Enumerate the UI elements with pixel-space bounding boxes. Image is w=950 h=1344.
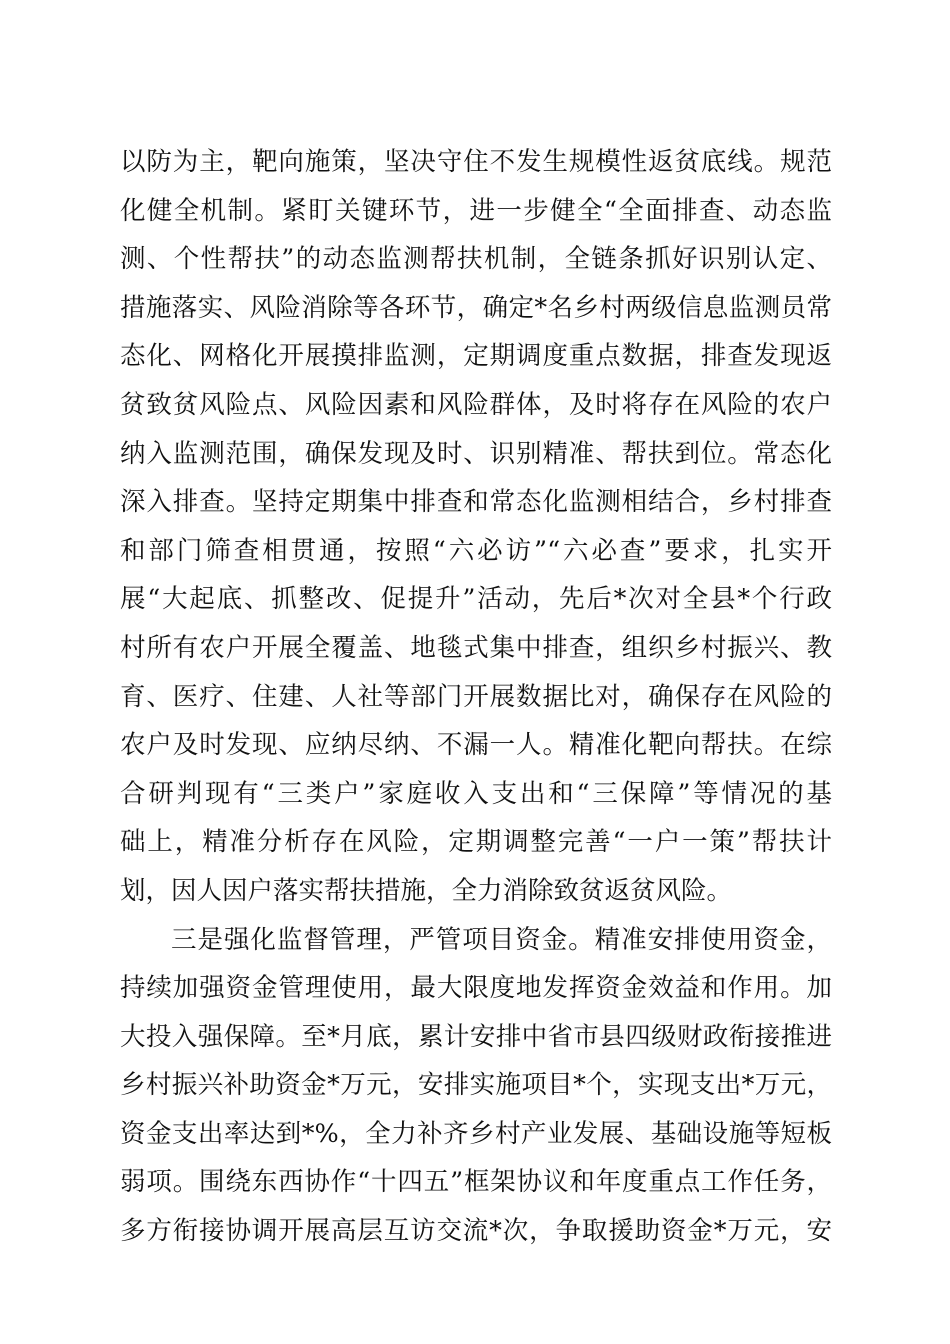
paragraph-line: 措施落实、风险消除等各环节，确定*名乡村两级信息监测员常 <box>120 292 832 323</box>
paragraph-line: 深入排查。坚持定期集中排查和常态化监测相结合，乡村排查 <box>120 487 832 518</box>
paragraph-line: 村所有农户开展全覆盖、地毯式集中排查，组织乡村振兴、教 <box>120 632 832 663</box>
paragraph-line: 多方衔接协调开展高层互访交流*次，争取援助资金*万元，安 <box>120 1216 832 1247</box>
paragraph-line: 贫致贫风险点、风险因素和风险群体，及时将存在风险的农户 <box>120 389 832 420</box>
paragraph-line: 以防为主，靶向施策，坚决守住不发生规模性返贫底线。规范 <box>120 147 832 177</box>
paragraph-line: 划，因人因户落实帮扶措施，全力消除致贫返贫风险。 <box>120 875 733 906</box>
paragraph-line: 展“大起底、抓整改、促提升”活动，先后*次对全县*个行政 <box>120 584 832 615</box>
paragraph-line: 弱项。围绕东西协作“十四五”框架协议和年度重点工作任务， <box>120 1167 832 1198</box>
paragraph-line: 和部门筛查相贯通，按照“六必访”“六必查”要求，扎实开 <box>120 535 832 566</box>
paragraph-line: 三是强化监督管理，严管项目资金。精准安排使用资金， <box>171 924 832 955</box>
paragraph-line: 纳入监测范围，确保发现及时、识别精准、帮扶到位。常态化 <box>120 438 832 469</box>
paragraph-1 <box>120 138 832 916</box>
paragraph-line: 测、个性帮扶”的动态监测帮扶机制，全链条抓好识别认定、 <box>120 244 832 275</box>
paragraph-line: 乡村振兴补助资金*万元，安排实施项目*个，实现支出*万元， <box>120 1070 832 1101</box>
document-body <box>120 138 832 1256</box>
paragraph-line: 持续加强资金管理使用，最大限度地发挥资金效益和作用。加 <box>120 973 832 1004</box>
paragraph-line: 化健全机制。紧盯关键环节，进一步健全“全面排查、动态监 <box>120 195 832 226</box>
paragraph-line: 础上，精准分析存在风险，定期调整完善“一户一策”帮扶计 <box>120 827 832 858</box>
paragraph-2 <box>120 916 832 1256</box>
paragraph-line: 态化、网格化开展摸排监测，定期调度重点数据，排查发现返 <box>120 341 832 372</box>
paragraph-line: 农户及时发现、应纳尽纳、不漏一人。精准化靶向帮扶。在综 <box>120 730 832 761</box>
paragraph-line: 育、医疗、住建、人社等部门开展数据比对，确保存在风险的 <box>120 681 832 712</box>
paragraph-line: 大投入强保障。至*月底，累计安排中省市县四级财政衔接推进 <box>120 1021 832 1052</box>
paragraph-line: 资金支出率达到*%，全力补齐乡村产业发展、基础设施等短板 <box>120 1118 832 1149</box>
paragraph-line: 合研判现有“三类户”家庭收入支出和“三保障”等情况的基 <box>120 778 832 809</box>
